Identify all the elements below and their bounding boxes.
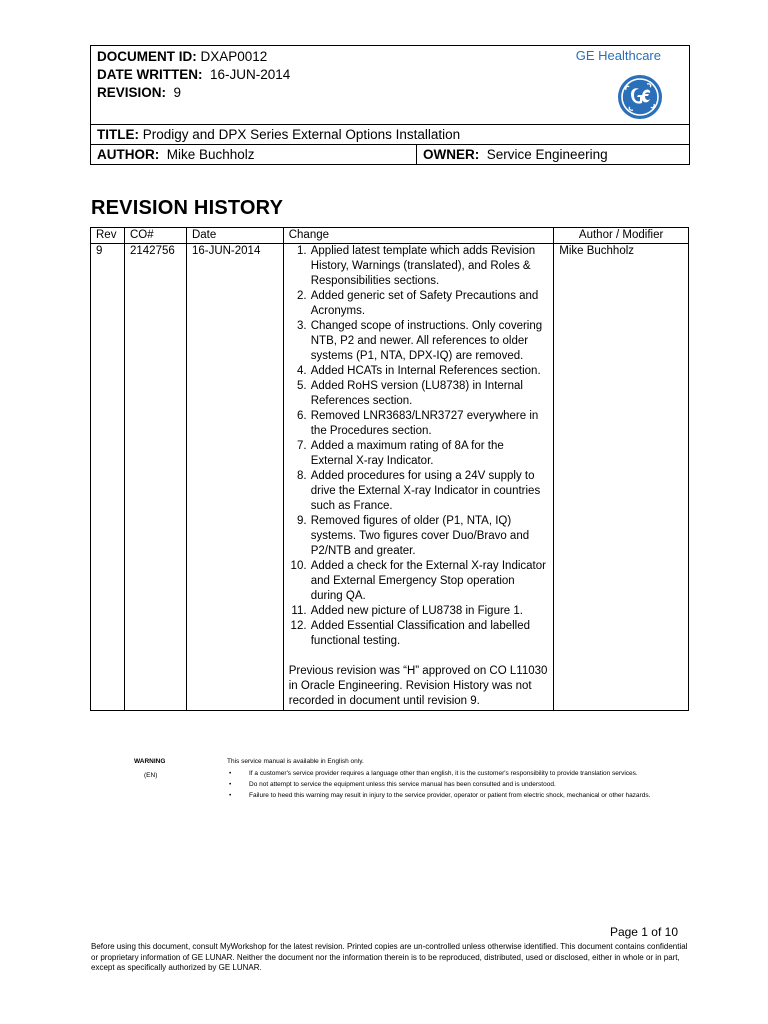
document-id: DXAP0012: [200, 49, 268, 64]
revision-value: 9: [173, 85, 182, 100]
change-item: 5. Added RoHS version (LU8738) in Internal References section.: [310, 379, 549, 409]
document-title: Prodigy and DPX Series External Options Installation: [142, 127, 461, 142]
brand-block: [559, 46, 689, 124]
change-list: [289, 244, 549, 649]
owner-name: Service Engineering: [486, 147, 608, 162]
change-item: 7. Added a maximum rating of 8A for the External X-ray Indicator.: [310, 439, 549, 469]
section-title: REVISION HISTORY: [91, 197, 284, 219]
change-item: 6. Removed LNR3683/LNR3727 everywhere in the Procedures section.: [310, 409, 549, 439]
ge-monogram-logo-icon: [617, 74, 663, 120]
col-header-change: Change: [283, 228, 554, 244]
revision-history-table: [90, 227, 689, 711]
document-header: [90, 45, 690, 165]
author-owner-row: [91, 145, 689, 164]
revision-label: REVISION:: [97, 85, 167, 100]
change-item: 2. Added generic set of Safety Precautions and Acronyms.: [310, 289, 549, 319]
previous-revision-note: Previous revision was “H” approved on CO L11030 in Oracle Engineering. Revision History was not recorded in document until revision 9.: [288, 665, 548, 707]
document-meta: [91, 46, 559, 124]
warning-bullet: • Failure to heed this warning may result in injury to the service provider, operator or patient from electric shock, mechanical or other hazards.: [227, 792, 689, 800]
page-number: Page 1 of 10: [609, 925, 678, 939]
warning-bullet: • Do not attempt to service the equipment unless this service manual has been consulted and is understood.: [227, 781, 689, 789]
date-written-label: DATE WRITTEN:: [97, 67, 203, 82]
change-item: 4. Added HCATs in Internal References section.: [310, 364, 549, 379]
cell-rev: 9: [91, 244, 125, 711]
date-written: 16-JUN-2014: [210, 67, 291, 82]
footer-disclaimer: Before using this document, consult MyWorkshop for the latest revision. Printed copies are un-controlled unless otherwise identified. This document contains confidential or proprietary information of GE LUNAR. Neither the document nor the information therein is to be reproduced, distributed, used or disclosed, either in whole or in part, except as specifically authorized by GE LUNAR.: [91, 942, 688, 972]
warning-label: WARNING: [134, 758, 166, 765]
change-item: 11. Added new picture of LU8738 in Figure 1.: [310, 604, 549, 619]
change-item: 12. Added Essential Classification and labelled functional testing.: [310, 619, 549, 649]
warning-language: (EN): [144, 772, 158, 779]
col-header-date: Date: [186, 228, 283, 244]
cell-author: Mike Buchholz: [554, 244, 689, 711]
warning-bullet: • If a customer's service provider requires a language other than english, it is the customer's responsibility to provide translation services.: [227, 770, 689, 778]
cell-co: 2142756: [124, 244, 186, 711]
change-item: 8. Added procedures for using a 24V supply to drive the External X-ray Indicator in countries such as France.: [310, 469, 549, 514]
col-header-co: CO#: [124, 228, 186, 244]
table-row: [91, 244, 689, 711]
col-header-rev: Rev: [91, 228, 125, 244]
author-name: Mike Buchholz: [166, 147, 255, 162]
document-id-label: DOCUMENT ID:: [97, 49, 197, 64]
author-label: AUTHOR:: [97, 147, 160, 162]
title-row: [91, 125, 689, 145]
change-item: 9. Removed figures of older (P1, NTA, IQ) systems. Two figures cover Duo/Bravo and P2/NTB and greater.: [310, 514, 549, 559]
title-label: TITLE:: [97, 127, 139, 142]
cell-date: 16-JUN-2014: [186, 244, 283, 711]
change-item: 10. Added a check for the External X-ray Indicator and External Emergency Stop operation during QA.: [310, 559, 549, 604]
change-item: 1. Applied latest template which adds Revision History, Warnings (translated), and Roles & Responsibilities sections.: [310, 244, 549, 289]
table-header-row: [91, 228, 689, 244]
col-header-author: Author / Modifier: [554, 228, 689, 244]
brand-name: GE Healthcare: [575, 48, 661, 63]
warning-bullets: [227, 770, 689, 800]
warning-intro: This service manual is available in English only.: [227, 758, 364, 765]
change-item: 3. Changed scope of instructions. Only covering NTB, P2 and newer. All references to older systems (P1, NTA, DPX-IQ) are removed.: [310, 319, 549, 364]
owner-label: OWNER:: [423, 147, 480, 162]
cell-change: [283, 244, 554, 711]
